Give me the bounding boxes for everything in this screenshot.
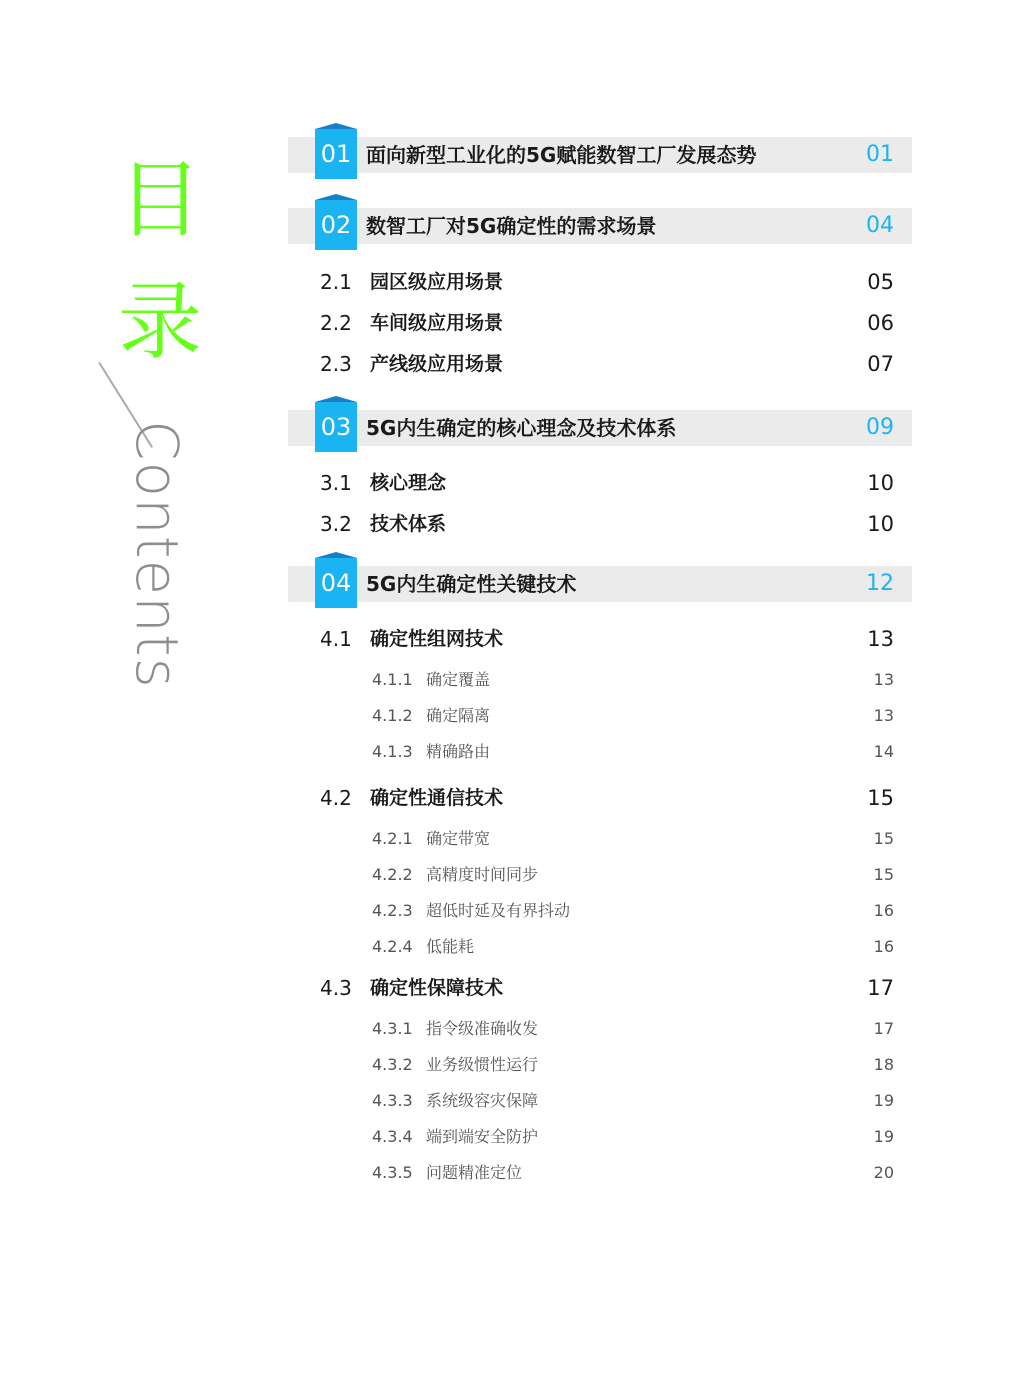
subsection-number: 4.3.4	[372, 1127, 413, 1146]
section-title: 确定性通信技术	[370, 787, 504, 809]
subsection-title: 精确路由	[426, 742, 491, 761]
chapter-04[interactable]	[288, 566, 912, 602]
section-title: 产线级应用场景	[370, 353, 504, 375]
section-number: 2.2	[320, 311, 352, 335]
subsection-4-3-3[interactable]	[372, 1087, 894, 1115]
section-number: 4.1	[320, 627, 352, 651]
subsection-number: 4.3.2	[372, 1055, 413, 1074]
subsection-title: 超低时延及有界抖动	[426, 901, 571, 920]
section-2-3[interactable]	[320, 348, 894, 380]
subsection-title: 确定覆盖	[426, 670, 491, 689]
section-title: 确定性组网技术	[370, 628, 504, 650]
subsection-title: 确定带宽	[426, 829, 491, 848]
chapter-title: 面向新型工业化的5G赋能数智工厂发展态势	[366, 143, 757, 167]
subsection-title: 指令级准确收发	[426, 1019, 539, 1038]
subsection-page: 15	[873, 829, 894, 848]
subsection-4-1-3[interactable]	[372, 738, 894, 766]
section-2-1[interactable]	[320, 266, 894, 298]
subsection-number: 4.3.1	[372, 1019, 413, 1038]
subsection-page: 14	[873, 742, 894, 761]
subsection-number: 4.2.4	[372, 937, 413, 956]
section-title: 确定性保障技术	[370, 977, 504, 999]
subsection-title: 业务级惯性运行	[426, 1055, 539, 1074]
subsection-4-1-1[interactable]	[372, 666, 894, 694]
subsection-4-3-4[interactable]	[372, 1123, 894, 1151]
subsection-4-2-1[interactable]	[372, 825, 894, 853]
subsection-page: 17	[873, 1019, 894, 1038]
chapter-02[interactable]	[288, 208, 912, 244]
section-page: 10	[867, 512, 894, 536]
subsection-4-2-4[interactable]	[372, 933, 894, 961]
subsection-page: 18	[873, 1055, 894, 1074]
section-number: 3.2	[320, 512, 352, 536]
subsection-number: 4.1.3	[372, 742, 413, 761]
chapter-number-badge: 01	[315, 129, 357, 179]
section-title: 技术体系	[370, 513, 447, 535]
section-3-1[interactable]	[320, 467, 894, 499]
subsection-number: 4.3.3	[372, 1091, 413, 1110]
section-number: 4.2	[320, 786, 352, 810]
section-4-2[interactable]	[320, 782, 894, 814]
subsection-page: 19	[873, 1091, 894, 1110]
section-4-1[interactable]	[320, 623, 894, 655]
chapter-number-badge: 03	[315, 402, 357, 452]
subsection-number: 4.1.1	[372, 670, 413, 689]
subsection-4-3-1[interactable]	[372, 1015, 894, 1043]
subsection-page: 13	[873, 670, 894, 689]
section-number: 3.1	[320, 471, 352, 495]
chapter-title: 5G内生确定性关键技术	[366, 572, 577, 596]
subsection-4-3-2[interactable]	[372, 1051, 894, 1079]
heading-char-1: 目	[118, 151, 203, 249]
subsection-4-2-2[interactable]	[372, 861, 894, 889]
chapter-page: 01	[866, 142, 894, 167]
subsection-page: 19	[873, 1127, 894, 1146]
chapter-title: 数智工厂对5G确定性的需求场景	[366, 214, 657, 238]
subsection-title: 高精度时间同步	[426, 865, 539, 884]
chapter-page: 12	[866, 571, 894, 596]
chapter-number-badge: 02	[315, 200, 357, 250]
section-number: 2.1	[320, 270, 352, 294]
contents-label: Contents	[123, 420, 191, 689]
chapter-number-badge: 04	[315, 558, 357, 608]
subsection-4-1-2[interactable]	[372, 702, 894, 730]
section-4-3[interactable]	[320, 972, 894, 1004]
section-title: 车间级应用场景	[370, 312, 504, 334]
section-2-2[interactable]	[320, 307, 894, 339]
section-page: 10	[867, 471, 894, 495]
section-page: 06	[867, 311, 894, 335]
subsection-title: 低能耗	[426, 937, 475, 956]
chapter-03[interactable]	[288, 410, 912, 446]
subsection-4-2-3[interactable]	[372, 897, 894, 925]
subsection-number: 4.1.2	[372, 706, 413, 725]
heading-char-2: 录	[118, 273, 203, 371]
section-3-2[interactable]	[320, 508, 894, 540]
subsection-page: 13	[873, 706, 894, 725]
subsection-number: 4.3.5	[372, 1163, 413, 1182]
section-page: 17	[867, 976, 894, 1000]
section-page: 07	[867, 352, 894, 376]
subsection-number: 4.2.2	[372, 865, 413, 884]
section-number: 2.3	[320, 352, 352, 376]
section-page: 15	[867, 786, 894, 810]
subsection-title: 问题精准定位	[426, 1163, 523, 1182]
subsection-4-3-5[interactable]	[372, 1159, 894, 1187]
subsection-number: 4.2.3	[372, 901, 413, 920]
subsection-page: 15	[873, 865, 894, 884]
subsection-page: 16	[873, 937, 894, 956]
chapter-page: 09	[866, 415, 894, 440]
chapter-title: 5G内生确定的核心理念及技术体系	[366, 416, 677, 440]
chapter-01[interactable]	[288, 137, 912, 173]
section-title: 园区级应用场景	[370, 271, 504, 293]
subsection-page: 20	[873, 1163, 894, 1182]
subsection-title: 系统级容灾保障	[426, 1091, 539, 1110]
chapter-page: 04	[866, 213, 894, 238]
subsection-title: 确定隔离	[426, 706, 491, 725]
section-page: 13	[867, 627, 894, 651]
subsection-page: 16	[873, 901, 894, 920]
subsection-title: 端到端安全防护	[426, 1127, 539, 1146]
subsection-number: 4.2.1	[372, 829, 413, 848]
section-title: 核心理念	[370, 472, 447, 494]
section-number: 4.3	[320, 976, 352, 1000]
section-page: 05	[867, 270, 894, 294]
